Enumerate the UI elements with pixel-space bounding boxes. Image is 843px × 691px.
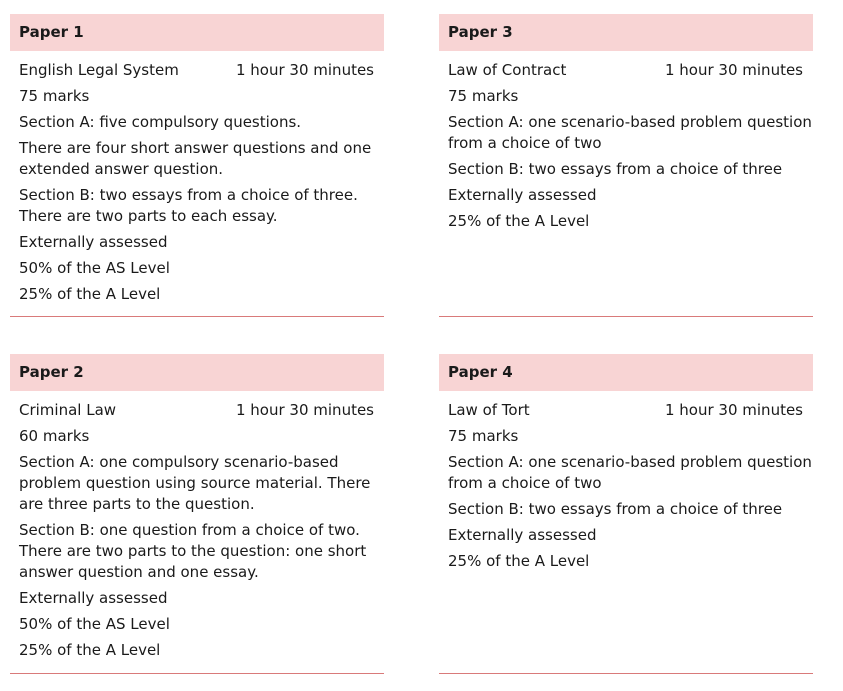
paper-1-assessment: Externally assessed xyxy=(19,233,168,251)
paper-3-header: Paper 3 xyxy=(439,14,813,51)
paper-2-title: Criminal Law xyxy=(19,401,117,419)
paper-2-header: Paper 2 xyxy=(10,354,384,391)
paper-2-card xyxy=(10,354,384,666)
paper-3-section-b: Section B: two essays from a choice of three xyxy=(448,160,783,178)
paper-4-section-a: Section A: one scenario-based problem question from a choice of two xyxy=(448,453,812,492)
paper-4-section-b: Section B: two essays from a choice of three xyxy=(448,500,783,518)
paper-2-assessment: Externally assessed xyxy=(19,589,168,607)
paper-3-divider xyxy=(439,316,813,317)
paper-3-section-a: Section A: one scenario-based problem question from a choice of two xyxy=(448,113,812,152)
paper-2-as-weight: 50% of the AS Level xyxy=(19,615,170,633)
paper-1-section-a: Section A: five compulsory questions. xyxy=(19,113,302,131)
paper-3-assessment: Externally assessed xyxy=(448,186,597,204)
paper-3-marks: 75 marks xyxy=(448,87,519,105)
paper-2-divider xyxy=(10,673,384,674)
paper-2-section-b: Section B: one question from a choice of two. There are two parts to the question: one short answer question and one essay. xyxy=(19,521,367,581)
paper-4-card xyxy=(439,354,813,577)
paper-4-marks: 75 marks xyxy=(448,427,519,445)
paper-3-card xyxy=(439,14,813,237)
paper-1-title: English Legal System xyxy=(19,61,179,79)
paper-1-duration: 1 hour 30 minutes xyxy=(235,61,374,79)
paper-4-assessment: Externally assessed xyxy=(448,526,597,544)
paper-4-duration: 1 hour 30 minutes xyxy=(664,401,803,419)
paper-2-duration: 1 hour 30 minutes xyxy=(235,401,374,419)
paper-1-divider xyxy=(10,316,384,317)
paper-3-a-weight: 25% of the A Level xyxy=(448,212,590,230)
paper-1-section-a-detail: There are four short answer questions and one extended answer question. xyxy=(19,139,372,178)
paper-2-a-weight: 25% of the A Level xyxy=(19,641,161,659)
paper-1-as-weight: 50% of the AS Level xyxy=(19,259,170,277)
paper-4-header: Paper 4 xyxy=(439,354,813,391)
paper-2-section-a: Section A: one compulsory scenario-based problem question using source material. There are three parts to the question. xyxy=(19,453,371,513)
paper-1-card xyxy=(10,14,384,310)
paper-3-duration: 1 hour 30 minutes xyxy=(664,61,803,79)
paper-1-section-b: Section B: two essays from a choice of three. There are two parts to each essay. xyxy=(19,186,358,225)
paper-1-marks: 75 marks xyxy=(19,87,90,105)
paper-4-title: Law of Tort xyxy=(448,401,530,419)
paper-1-header: Paper 1 xyxy=(10,14,384,51)
paper-2-marks: 60 marks xyxy=(19,427,90,445)
paper-4-a-weight: 25% of the A Level xyxy=(448,552,590,570)
paper-3-title: Law of Contract xyxy=(448,61,567,79)
paper-4-divider xyxy=(439,673,813,674)
paper-1-a-weight: 25% of the A Level xyxy=(19,285,161,303)
